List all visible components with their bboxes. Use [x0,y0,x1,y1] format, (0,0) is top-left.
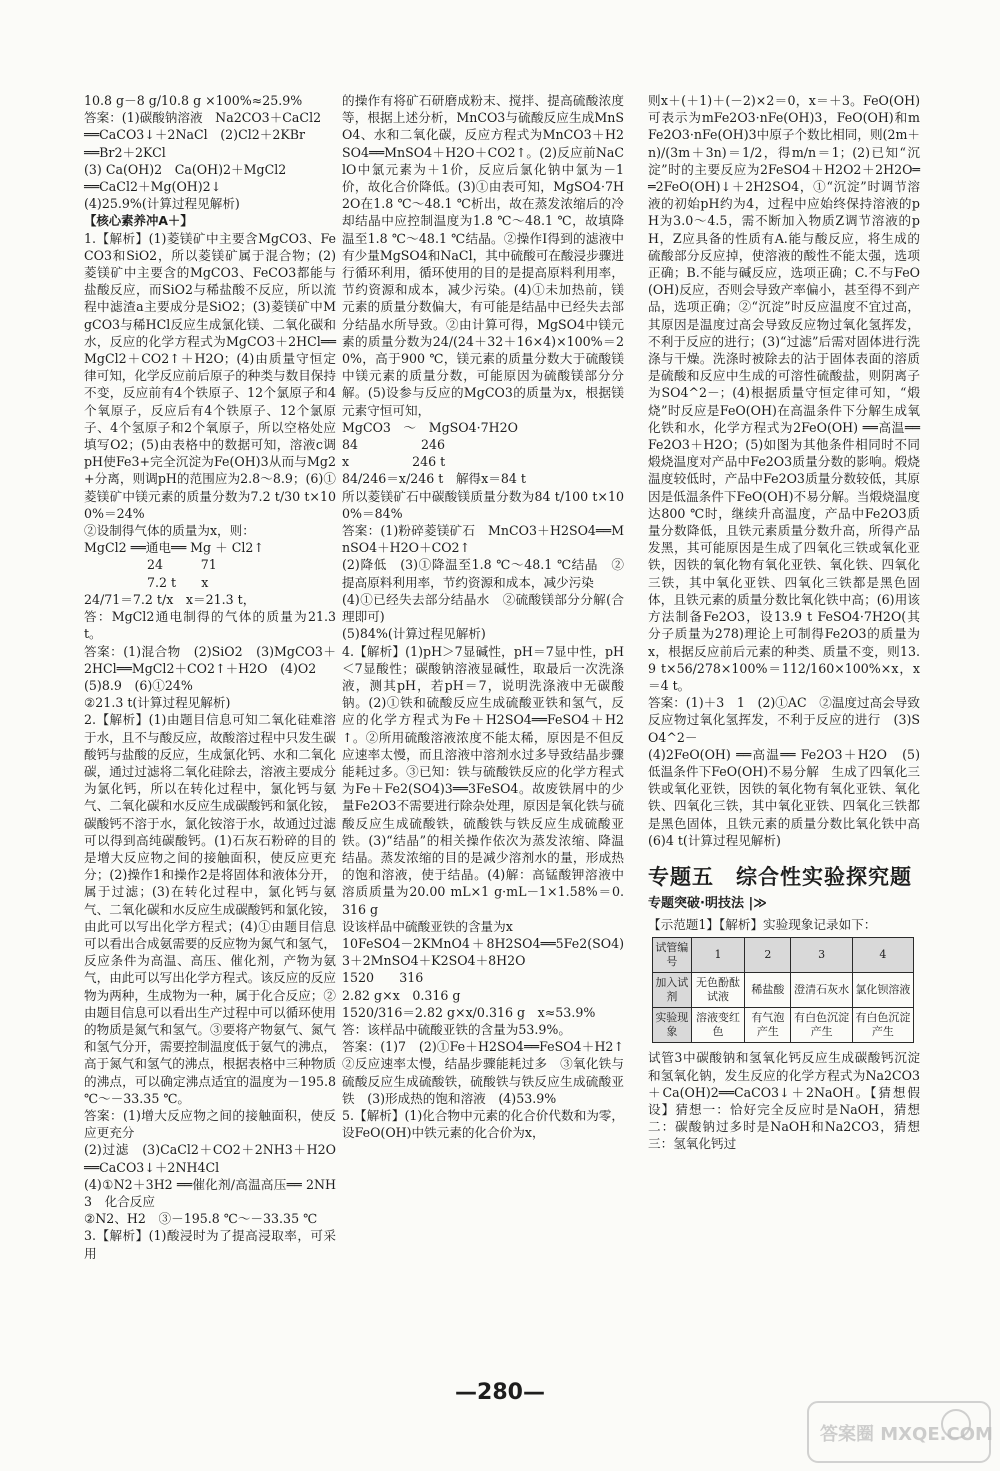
page-number: —280— [455,1380,545,1405]
solution-paragraph: 则x＋(＋1)＋(－2)×2＝0，x＝＋3。FeO(OH)可表示为mFe2O3·nFe(OH)3，FeO(OH)和mFe2O3·nFe(OH)3中原子个数比相同，则(2m＋n)/(3m＋3n)＝1/2，得m/n＝1；(2)已知“沉淀”时的主要反应为2FeSO4＋H2O2＋2H2O══2FeO(OH)↓＋2H2SO4，①“沉淀”时调节溶液的初始pH约为4，过程中应始终保持溶液的pH为3.0～4.5，需不断加入物质Z调节溶液的pH，Z应具备的性质有A.能与酸反应，将生成的硫酸部分反应掉，使溶液的酸性不能太强，选项正确；B.不能与碱反应，选项正确；C.不与FeO(OH)反应，否则会导致产率偏小，甚至得不到产品，选项正确；②“沉淀”时反应温度不宜过高，其原因是温度过高会导致反应物过氧化氢挥发，不利于反应的进行；(3)“过滤”后需对固体进行洗涤与干燥。洗涤时被除去的沾于固体表面的溶质是硫酸和反应中生成的可溶性硫酸盐，则阴离子为SO4^2－；(4)根据质量守恒定律可知，“煅烧”时反应是FeO(OH)在高温条件下分解生成氧化铁和水，化学方程式为2FeO(OH) ══高温══ Fe2O3＋H2O；(5)如图为其他条件相同时不同煅烧温度对产品中Fe2O3质量分数的影响。煅烧温度较低时，产品中Fe2O3质量分数较低，其原因是低温条件下FeO(OH)不易分解。当煅烧温度达800 ℃时，继续升高温度，产品中Fe2O3质量分数降低，且铁元素质量分数升高，所得产品发黑，其可能原因是生成了四氧化三铁或氧化亚铁，因铁的氧化物有氧化亚铁、氧化铁、四氧化三铁，其中氧化亚铁、四氧化三铁都是黑色固体，且铁元素的质量分数比氧化铁中高；(6)用该方法制备Fe2O3，设13.9 t FeSO4·7H2O(其分子质量为278)理论上可制得Fe2O3的质量为x，根据反应前后元素的种类、质量不变，则13.9 t×56/278×100%＝112/160×100%×x，x＝4 t。 [648,93,921,693]
equation-line: x 246 t [342,454,446,470]
equation-line: (3) Ca(OH)2 Ca(OH)2＋MgCl2 [84,161,287,177]
table-row [653,1008,914,1043]
answer-line: 答案：(1)7 (2)①Fe＋H2SO4══FeSO4＋H2↑ ②反应速率太慢，结晶步骤能耗过多 ③氧化铁与硫酸反应生成硫酸铁，硫酸铁与铁反应生成硫酸亚铁 (3)形成热的饱和溶液 (4)53.9% [342,1039,637,1106]
table-header-cell: 2 [745,938,791,973]
answer-line: (4)①N2＋3H2 ══催化剂/高温高压══ 2NH3 化合反应 [84,1176,336,1209]
paragraph: 3.【解析】(1)酸浸时为了提高浸取率，可采用 [84,1228,336,1261]
equation-line: 2.82 g×x 0.316 g [342,987,461,1003]
equation-line: 84 246 [342,437,446,453]
paragraph: 5.【解析】(1)化合物中元素的化合价代数和为零，设FeO(OH)中铁元素的化合价为x， [342,1107,624,1141]
experiment-table [652,937,914,1043]
equation-line: 84/246＝x/246 t 解得x＝84 t [342,471,526,487]
text-column-middle [342,92,637,1364]
answer-line: (5)84%(计算过程见解析) [342,626,486,642]
sub-banner: 专题突破·明技法 |≫ [648,895,767,911]
answer-line: 答案：(1)混合物 (2)SiO2 (3)MgCO3＋2HCl══MgCl2＋CO2↑＋H2O (4)O2 [84,643,336,676]
table-header-cell: 4 [852,938,913,973]
equation-line: MgCl2 ══通电══ Mg ＋ Cl2↑ [84,540,264,556]
section-heading: 【核心素养冲A＋】 [84,213,193,229]
table-header-cell: 3 [791,938,852,973]
paragraph: 10.8 g－8 g/10.8 g ×100%≈25.9% [84,93,303,108]
paragraph: 答：该样品中硫酸亚铁的含量为53.9%。 [342,1021,571,1037]
table-cell: 氯化钡溶液 [852,973,913,1008]
equation-line: ══CaCl2＋Mg(OH)2↓ [84,179,222,195]
answer-line: 答案：(1)粉碎菱镁矿石 MnCO3＋H2SO4══MnSO4＋H2O＋CO2↑ [342,523,624,556]
answer-line: (4)①已经失去部分结晶水 ②硫酸镁部分分解(合理即可) [342,591,624,625]
equation-line: 24 71 [84,557,217,573]
answer-line: (4)2FeO(OH) ══高温══ Fe2O3＋H2O (5)低温条件下FeO(OH)不易分解 生成了四氧化三铁或氧化亚铁，因铁的氧化物有氧化亚铁、氧化铁、四氧化三铁，其中氧化亚铁、四氧化三铁都是黑色固体，且铁元素的质量分数比氧化铁中高 (6)4 t(计算过程见解析) [648,746,933,848]
answer-line: ②21.3 t(计算过程见解析) [84,695,231,711]
table-cell: 实验现象 [653,1008,692,1043]
table-cell: 稀盐酸 [745,973,791,1008]
equation-line: 24/71＝7.2 t/x x＝21.3 t， [84,591,256,607]
solution-paragraph: 2.【解析】(1)由题目信息可知二氧化硅难溶于水，且不与酸反应，故酸溶过程中只发生碳酸钙与盐酸的反应，生成氯化钙、水和二氧化碳，通过过滤将二氧化硅除去，溶液主要成分为氯化钙，所以在转化过程中，氯化钙与氨气、二氧化碳和水反应生成碳酸钙和氯化铵，碳酸钙不溶于水，氯化铵溶于水，故通过过滤可以得到高纯碳酸钙。(1)石灰石粉碎的目的是增大反应物之间的接触面积，使反应更充分；(2)操作1和操作2是将固体和液体分开，属于过滤；(3)在转化过程中，氯化钙与氨气、二氧化碳和水反应生成碳酸钙和氯化铵，由此可以写出化学方程式；(4)①由题目信息可以看出合成氨需要的反应物为氮气和氢气，反应条件为高温、高压、催化剂，产物为氨气，由此可以写出化学方程式。该反应的反应物为两种，生成物为一种，属于化合反应；②由题目信息可以看出生产过程中可以循环使用的物质是氮气和氢气。③要将产物氨气、氮气和氢气分开，需要控制温度低于氨气的沸点，高于氮气和氢气的沸点，根据表格中三种物质的沸点，可以确定沸点适宜的温度为－195.8 ℃～－33.35 ℃。 [84,712,336,1106]
table-header-row [653,938,914,973]
equation-line: ══Br2＋2KCl [84,144,166,160]
table-cell: 加入试剂 [653,973,692,1008]
table-row [653,973,914,1008]
answer-line: (2)降低 (3)①降温至1.8 ℃～48.1 ℃结晶 ②提高原料利用率，节约资源和成本，减少污染 [342,557,624,590]
paragraph: 所以菱镁矿石中碳酸镁质量分数为84 t/100 t×100%＝84% [342,488,624,521]
watermark-text: 答案圈 MXQE.COM [820,1424,993,1445]
solution-paragraph: 试管3中碳酸钠和氢氧化钙反应生成碳酸钙沉淀和氢氧化钠，发生反应的化学方程式为Na2CO3＋Ca(OH)2══CaCO3↓＋2NaOH。【猜想假设】猜想一：恰好完全反应时是NaOH，猜想二：碳酸钠过多时是NaOH和Na2CO3，猜想三：氢氧化钙过 [648,1050,920,1152]
table-cell: 无色酚酞试液 [691,973,745,1008]
table-header-cell: 1 [691,938,745,973]
answer-line: 答案：(1)＋3 1 (2)①AC ②温度过高会导致反应物过氧化氢挥发，不利于反应的进行 (3)SO4^2－ [648,695,920,745]
answer-line: (5)8.9 (6)①24% [84,677,193,693]
solution-paragraph: 1.【解析】(1)菱镁矿中主要含MgCO3、FeCO3和SiO2，所以菱镁矿属于混合物；(2)菱镁矿中主要含的MgCO3、FeCO3都能与盐酸反应，而SiO2与稀盐酸不反应，所以流程中滤渣a主要成分是SiO2；(3)菱镁矿中MgCO3与稀HCl反应生成氯化镁、二氧化碳和水，反应的化学方程式为MgCO3＋2HCl══MgCl2＋CO2↑＋H2O；(4)由质量守恒定律可知，化学反应前后原子的种类与数目保持不变，反应前有4个铁原子、12个氯原子和4个氧原子，反应后有4个铁原子、12个氯原子、4个氢原子和2个氧原子，所以空格处应填写O2；(5)由表格中的数据可知，溶液c调pH使Fe3+完全沉淀为Fe(OH)3从而与Mg2+分离，则调pH的范围应为2.8～8.9；(6)①菱镁矿中镁元素的质量分数为7.2 t/30 t×100%＝24% [84,230,336,521]
paragraph: 答：MgCl2通电制得的气体的质量为21.3 t。 [84,609,336,642]
text-column-left [84,92,336,1364]
paragraph: ②设制得气体的质量为x，则： [84,523,255,539]
table-cell: 溶液变红色 [691,1008,745,1043]
table-cell: 有白色沉淀产生 [852,1008,913,1043]
equation-line: ══CaCO3↓＋2NaCl (2)Cl2＋2KBr [84,127,306,143]
table-cell: 澄清石灰水 [791,973,852,1008]
text-column-right [648,92,933,1456]
answer-line: (2)过滤 (3)CaCl2＋CO2＋2NH3＋H2O══CaCO3↓＋2NH4Cl [84,1142,336,1175]
equation-line: 1520/316＝2.82 g×x/0.316 g x≈53.9% [342,1004,596,1020]
section-title: 专题五 综合性实验探究题 [648,864,912,889]
table-cell: 有白色沉淀产生 [791,1008,852,1043]
table-cell: 有气泡产生 [745,1008,791,1043]
table-header-cell: 试管编号 [653,938,692,973]
answer-line: 答案：(1)碳酸钠溶液 Na2CO3＋CaCl2 [84,110,322,126]
solution-paragraph: 的操作有将矿石研磨成粉末、搅拌、提高硫酸浓度等，根据上述分析，MnCO3与硫酸反应生成MnSO4、水和二氧化碳，反应方程式为MnCO3＋H2SO4══MnSO4＋H2O＋CO2↑。(2)反应前NaClO中氯元素为＋1价，反应后氯化钠中氯为－1价，故化合价降低。(3)①由表可知，MgSO4·7H2O在1.8 ℃～48.1 ℃析出，故在蒸发浓缩后的冷却结晶中应控制温度为1.8 ℃～48.1 ℃，故填降温至1.8 ℃～48.1 ℃结晶。②操作Ⅰ得到的滤液中有少量MgSO4和NaCl，其中硫酸可在酸浸步骤进行循环利用，循环使用的目的是提高原料利用率，节约资源和成本，减少污染。(4)①未加热前，镁元素的质量分数偏大，有可能是结晶中已经失去部分结晶水所导致。②由计算可得，MgSO4中镁元素的质量分数为24/(24＋32＋16×4)×100%＝20%，高于900 ℃，镁元素的质量分数大于硫酸镁中镁元素的质量分数，可能原因为硫酸镁部分分解。(5)设参与反应的MgCO3的质量为x，根据镁元素守恒可知， [342,93,624,418]
watermark-logo [806,1400,992,1464]
equation-line: 7.2 t x [84,574,209,590]
solution-paragraph: 4.【解析】(1)pH＞7显碱性，pH＝7显中性，pH＜7显酸性；碳酸钠溶液显碱性，取最后一次洗涤液，测其pH，若pH＝7，说明洗涤液中无碳酸钠。(2)①铁和硫酸反应生成硫酸亚铁和氢气，反应的化学方程式为Fe＋H2SO4══FeSO4＋H2↑。②所用硫酸溶液浓度不能太稀，原因是不但反应速率太慢，而且溶液中溶剂水过多导致结晶步骤能耗过多。③已知：铁与硫酸铁反应的化学方程式为Fe＋Fe2(SO4)3══3FeSO4。故废铁屑中的少量Fe2O3不需要进行除杂处理，原因是氧化铁与硫酸反应生成硫酸铁，硫酸铁与铁反应生成硫酸亚铁。(3)“结晶”的相关操作依次为蒸发浓缩、降温结晶。蒸发浓缩的目的是减少溶剂水的量，形成热的饱和溶液，使于结晶。(4)解：高锰酸钾溶液中溶质质量为20.00 mL×1 g·mL－1×1.58%＝0.316 g [342,643,624,917]
example-intro: 【示范题1】【解析】实验现象记录如下： [648,917,877,933]
answer-line: ②N2、H2 ③－195.8 ℃～－33.35 ℃ [84,1211,318,1227]
equation-line: 10FeSO4－2KMnO4＋8H2SO4══5Fe2(SO4)3＋2MnSO4＋K2SO4＋8H2O [342,935,624,969]
answer-line: 答案：(1)增大反应物之间的接触面积，使反应更充分 [84,1107,336,1141]
equation-line: 1520 316 [342,970,424,986]
paragraph: 设该样品中硫酸亚铁的含量为x [342,918,513,934]
answer-line: (4)25.9%(计算过程见解析) [84,196,240,212]
equation-line: MgCO3 ～ MgSO4·7H2O [342,419,518,435]
